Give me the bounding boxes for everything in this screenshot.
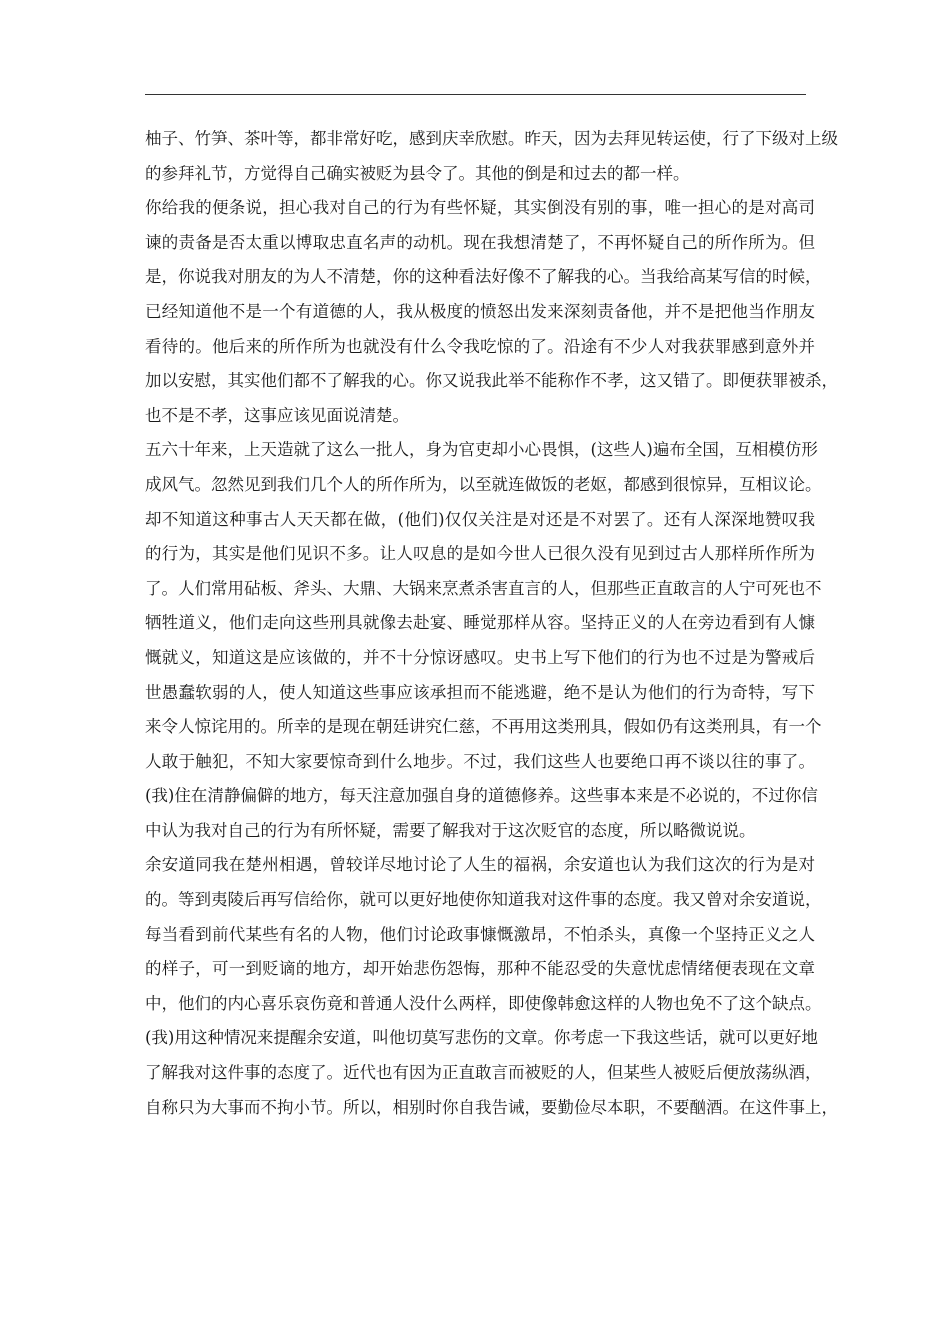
text-line: 谏的责备是否太重以博取忠直名声的动机。现在我想清楚了，不再怀疑自己的所作所为。但 xyxy=(145,232,815,252)
text-line: 中，他们的内心喜乐哀伤竟和普通人没什么两样，即使像韩愈这样的人物也免不了这个缺点。 xyxy=(145,993,822,1013)
text-line: 了解我对这件事的态度了。近代也有因为正直敢言而被贬的人，但某些人被贬后便放荡纵酒， xyxy=(145,1063,822,1083)
header-rule xyxy=(145,94,806,95)
document-body xyxy=(145,122,838,1125)
text-line: 的样子，可一到贬谪的地方，却开始悲伤怨悔，那种不能忍受的失意忧虑情绪便表现在文章 xyxy=(145,959,815,979)
text-line: 却不知道这种事古人天天都在做，(他们)仅仅关注是对还是不对罢了。还有人深深地赞叹我 xyxy=(145,509,815,529)
text-line: 慨就义，知道这是应该做的，并不十分惊讶感叹。史书上写下他们的行为也不过是为警戒后 xyxy=(145,647,815,667)
text-line: (我)用这种情况来提醒余安道，叫他切莫写悲伤的文章。你考虑一下我这些话，就可以更好地 xyxy=(145,1028,818,1048)
text-line: 世愚蠢软弱的人，使人知道这些事应该承担而不能逃避，绝不是认为他们的行为奇特，写下 xyxy=(145,682,815,702)
text-line: 的参拜礼节，方觉得自己确实被贬为县令了。其他的倒是和过去的都一样。 xyxy=(145,163,690,183)
text-line: 加以安慰，其实他们都不了解我的心。你又说我此举不能称作不孝，这又错了。即便获罪被杀， xyxy=(145,371,838,391)
text-line: 是，你说我对朋友的为人不清楚，你的这种看法好像不了解我的心。当我给高某写信的时候， xyxy=(145,267,822,287)
text-line: 的行为，其实是他们见识不多。让人叹息的是如今世人已很久没有见到过古人那样所作所为 xyxy=(145,544,815,564)
text-line: 也不是不孝，这事应该见面说清楚。 xyxy=(145,405,409,425)
text-line: 中认为我对自己的行为有所怀疑，需要了解我对于这次贬官的态度，所以略微说说。 xyxy=(145,820,756,840)
text-line: 牺牲道义，他们走向这些刑具就像去赴宴、睡觉那样从容。坚持正义的人在旁边看到有人慷 xyxy=(145,613,815,633)
text-line: 的。等到夷陵后再写信给你，就可以更好地使你知道我对这件事的态度。我又曾对余安道说， xyxy=(145,890,822,910)
text-line: (我)住在清静偏僻的地方，每天注意加强自身的道德修养。这些事本来是不必说的，不过你信 xyxy=(145,786,818,806)
text-line: 人敢于触犯，不知大家要惊奇到什么地步。不过，我们这些人也要绝口再不谈以往的事了。 xyxy=(145,751,815,771)
text-line: 柚子、竹笋、茶叶等，都非常好吃，感到庆幸欣慰。昨天，因为去拜见转运使，行了下级对上级 xyxy=(145,129,838,148)
text-line: 余安道同我在楚州相遇，曾较详尽地讨论了人生的福祸，余安道也认为我们这次的行为是对 xyxy=(145,855,815,875)
text-line: 每当看到前代某些有名的人物，他们讨论政事慷慨激昂，不怕杀头，真像一个坚持正义之人 xyxy=(145,924,815,944)
text-line: 五六十年来，上天造就了这么一批人，身为官吏却小心畏惧，(这些人)遍布全国，互相模仿形 xyxy=(145,440,818,460)
text-line: 已经知道他不是一个有道德的人，我从极度的愤怒出发来深刻责备他，并不是把他当作朋友 xyxy=(145,301,815,321)
text-line: 了。人们常用砧板、斧头、大鼎、大锅来烹煮杀害直言的人，但那些正直敢言的人宁可死也不 xyxy=(145,578,822,598)
text-line: 看待的。他后来的所作所为也就没有什么令我吃惊的了。沿途有不少人对我获罪感到意外并 xyxy=(145,336,815,356)
text-line: 成风气。忽然见到我们几个人的所作所为，以至就连做饭的老妪，都感到很惊异，互相议论。 xyxy=(145,474,822,494)
text-line: 你给我的便条说，担心我对自己的行为有些怀疑，其实倒没有别的事，唯一担心的是对高司 xyxy=(145,198,815,218)
text-line: 来令人惊诧用的。所幸的是现在朝廷讲究仁慈，不再用这类刑具，假如仍有这类刑具，有一个 xyxy=(145,717,822,737)
text-line: 自称只为大事而不拘小节。所以，相别时你自我告诫，要勤俭尽本职，不要酗酒。在这件事上， xyxy=(145,1097,838,1117)
